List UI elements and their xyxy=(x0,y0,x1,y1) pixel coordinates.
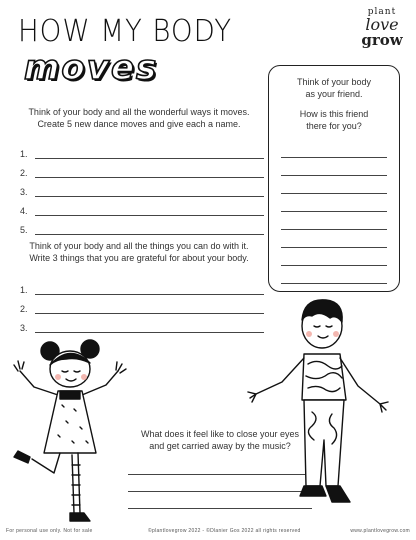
brand-logo xyxy=(358,8,406,48)
answer-line[interactable] xyxy=(281,248,387,266)
answer-line[interactable] xyxy=(281,176,387,194)
grateful-section xyxy=(14,240,264,333)
answer-line[interactable] xyxy=(281,158,387,176)
logo-plant: plant xyxy=(367,7,397,17)
body-friend-box: Think of your body as your friend. How is this friend there for you? xyxy=(268,65,400,292)
answer-line[interactable]: 2. xyxy=(20,295,264,314)
dance-moves-instruction: Think of your body and all the wonderful ways it moves. Create 5 new dance moves and give each a name. xyxy=(28,107,250,129)
answer-line[interactable] xyxy=(281,266,387,284)
answer-line[interactable] xyxy=(281,194,387,212)
answer-line[interactable]: 5. xyxy=(20,216,264,235)
dancing-boy-illustration xyxy=(234,290,394,530)
answer-line[interactable] xyxy=(281,140,387,158)
music-instruction: What does it feel like to close your eyes and get carried away by the music? xyxy=(140,429,300,451)
answer-line[interactable] xyxy=(281,212,387,230)
answer-line[interactable]: 4. xyxy=(20,197,264,216)
logo-love: love xyxy=(365,15,399,34)
logo-grow: grow xyxy=(361,31,403,49)
dance-moves-section xyxy=(14,106,264,235)
footer-left: For personal use only. Not for sale xyxy=(6,528,93,534)
footer-right[interactable]: www.plantlovegrow.com xyxy=(350,528,410,534)
answer-line[interactable]: 1. xyxy=(20,140,264,159)
answer-line[interactable]: 2. xyxy=(20,159,264,178)
page-title: HOW MY BODY xyxy=(18,14,233,49)
answer-line[interactable]: 3. xyxy=(20,178,264,197)
answer-line[interactable]: 3. xyxy=(20,314,264,333)
page-title-moves: moves xyxy=(24,48,159,88)
footer-center: ©plantlovegrow 2022 - ©Dlanier Gos 2022 all rights reserved xyxy=(148,528,301,534)
grateful-instruction: Think of your body and all the things you can do with it. Write 3 things that you are grateful for about your body. xyxy=(29,241,249,263)
answer-line[interactable]: 1. xyxy=(20,276,264,295)
answer-line[interactable] xyxy=(281,230,387,248)
dancing-girl-illustration xyxy=(8,335,136,531)
